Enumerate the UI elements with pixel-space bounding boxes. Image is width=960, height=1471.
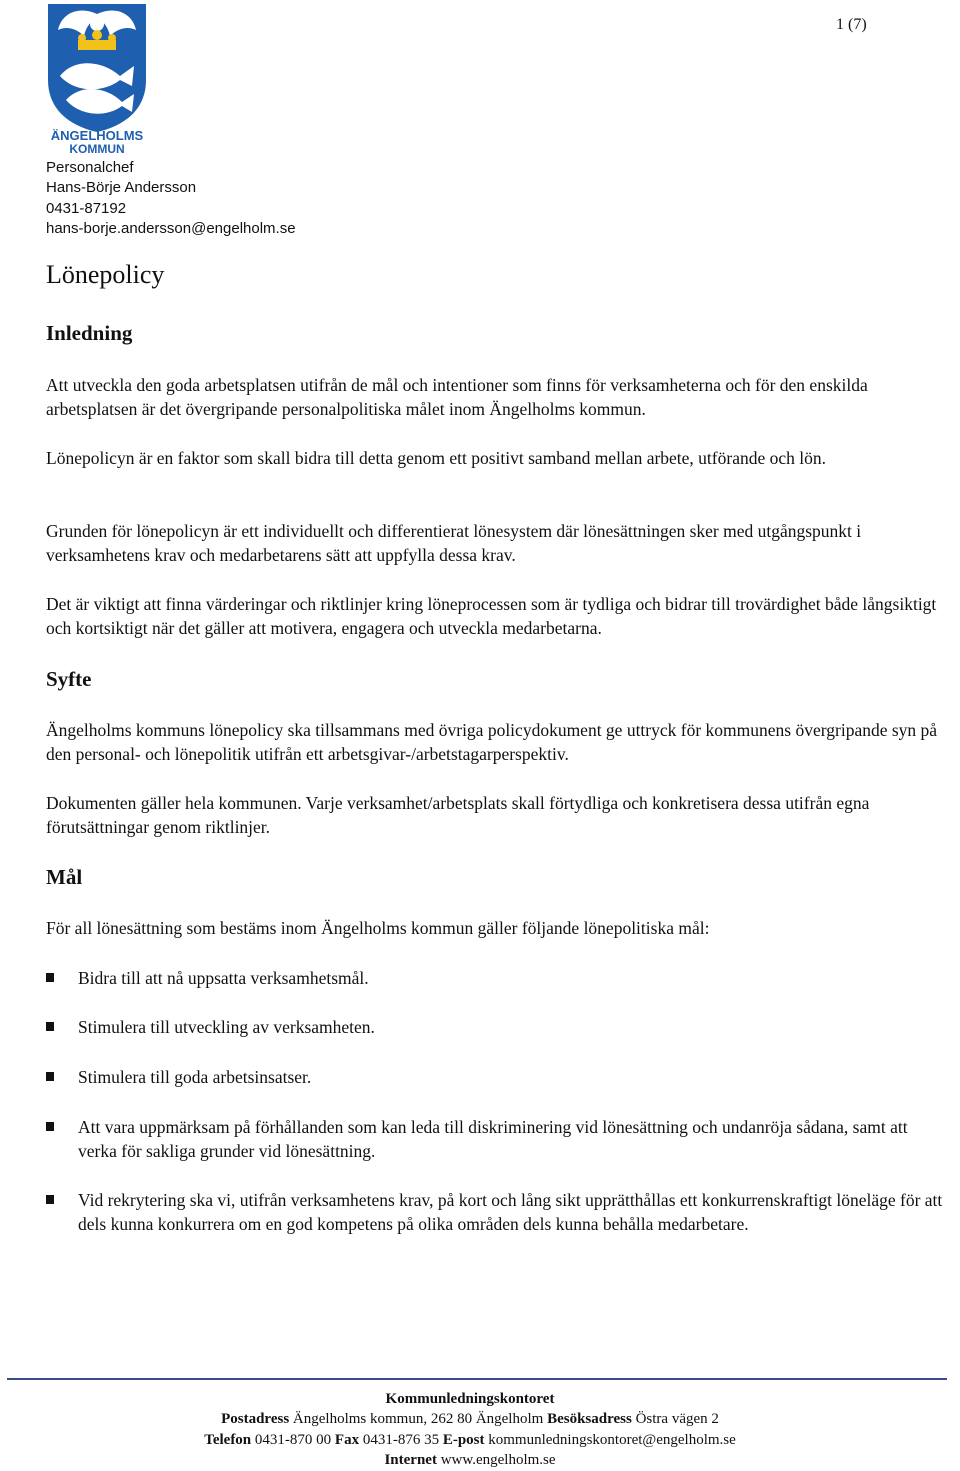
paragraph: Det är viktigt att finna värderingar och riktlinjer kring löneprocessen som är tydliga och bidrar till trovärdighet både långsiktigt och kortsiktigt när det gäller att motivera, engagera och utveckla medarbetarna. <box>46 594 937 639</box>
list-item <box>46 1065 946 1089</box>
footer-fax-label: Fax <box>334 1431 360 1448</box>
logo-text-line2: KOMMUN <box>69 142 125 156</box>
coat-of-arms-icon <box>44 2 150 156</box>
list-item <box>46 1188 946 1236</box>
sender-block <box>46 158 296 240</box>
list-item-text: Bidra till att nå uppsatta verksamhetsmål. <box>78 968 369 988</box>
heading-syfte: Syfte <box>46 667 92 691</box>
municipality-logo <box>44 2 150 156</box>
footer-postal-label: Postadress <box>221 1411 290 1428</box>
logo-text-line1: ÄNGELHOLMS <box>50 128 144 143</box>
bullet-square-icon <box>46 1122 54 1131</box>
bullet-square-icon <box>46 1072 54 1081</box>
footer <box>0 1389 940 1470</box>
sender-name: Hans-Börje Andersson <box>46 179 197 197</box>
footer-office: Kommunledningskontoret <box>385 1391 555 1407</box>
sender-title: Personalchef <box>46 159 134 176</box>
footer-web-label: Internet <box>384 1451 437 1468</box>
footer-email-value[interactable]: kommunledningskontoret@engelholm.se <box>488 1431 736 1448</box>
footer-phone-value: 0431-870 00 <box>254 1431 332 1448</box>
paragraph: Lönepolicyn är en faktor som skall bidra till detta genom ett positivt samband mellan arbete, utförande och lön. <box>46 448 826 468</box>
footer-email-label: E-post <box>442 1431 485 1448</box>
footer-visit-value: Östra vägen 2 <box>635 1411 719 1428</box>
document-title: Lönepolicy <box>46 260 165 289</box>
list-item <box>46 1015 946 1039</box>
bullet-square-icon <box>46 973 54 982</box>
list-item <box>46 1115 946 1163</box>
paragraph: Att utveckla den goda arbetsplatsen utifrån de mål och intentioner som finns för verksamheterna och för den enskilda arbetsplatsen är det övergripande personalpolitiska målet inom Ängelholms kommun. <box>46 375 868 420</box>
list-item-text: Vid rekrytering ska vi, utifrån verksamhetens krav, på kort och lång sikt upprätthållas ett konkurrenskraftigt löneläge för att dels kunna konkurrera om en god kompetens på olika områden dels kunna behålla medarbetare. <box>78 1190 943 1235</box>
sender-phone: 0431-87192 <box>46 199 127 217</box>
paragraph: För all lönesättning som bestäms inom Ängelholms kommun gäller följande lönepolitiska mål: <box>46 918 710 938</box>
list-item-text: Stimulera till utveckling av verksamheten. <box>78 1017 375 1037</box>
footer-visit-label: Besöksadress <box>547 1411 632 1428</box>
page-number: 1 (7) <box>836 16 867 33</box>
bullet-square-icon <box>46 1195 54 1204</box>
heading-mal: Mål <box>46 865 83 889</box>
paragraph: Grunden för lönepolicyn är ett individuellt och differentierat lönesystem där lönesättningen sker med utgångspunkt i verksamhetens krav och medarbetarens sätt att uppfylla dessa krav. <box>46 521 862 566</box>
paragraph: Ängelholms kommuns lönepolicy ska tillsammans med övriga policydokument ge uttryck för kommunens övergripande syn på den personal- och lönepolitik utifrån ett arbetsgivar-/arbetstagarperspektiv. <box>46 720 938 765</box>
footer-phone-label: Telefon <box>204 1431 252 1448</box>
footer-fax-value: 0431-876 35 <box>362 1431 440 1448</box>
paragraph: Dokumenten gäller hela kommunen. Varje verksamhet/arbetsplats skall förtydliga och konkretisera dessa utifrån egna förutsättningar genom riktlinjer. <box>46 793 870 838</box>
list-item-text: Att vara uppmärksam på förhållanden som kan leda till diskriminering vid lönesättning och undanröja sådana, samt att verka för sakliga grunder vid lönesättning. <box>78 1117 908 1162</box>
bullet-square-icon <box>46 1022 54 1031</box>
list-item <box>46 966 946 990</box>
footer-postal-value: Ängelholms kommun, 262 80 Ängelholm <box>292 1411 544 1428</box>
list-item-text: Stimulera till goda arbetsinsatser. <box>78 1067 312 1087</box>
heading-inledning: Inledning <box>46 321 133 345</box>
sender-email[interactable]: hans-borje.andersson@engelholm.se <box>46 220 296 238</box>
footer-web-value[interactable]: www.engelholm.se <box>440 1451 556 1468</box>
footer-rule <box>7 1378 947 1380</box>
